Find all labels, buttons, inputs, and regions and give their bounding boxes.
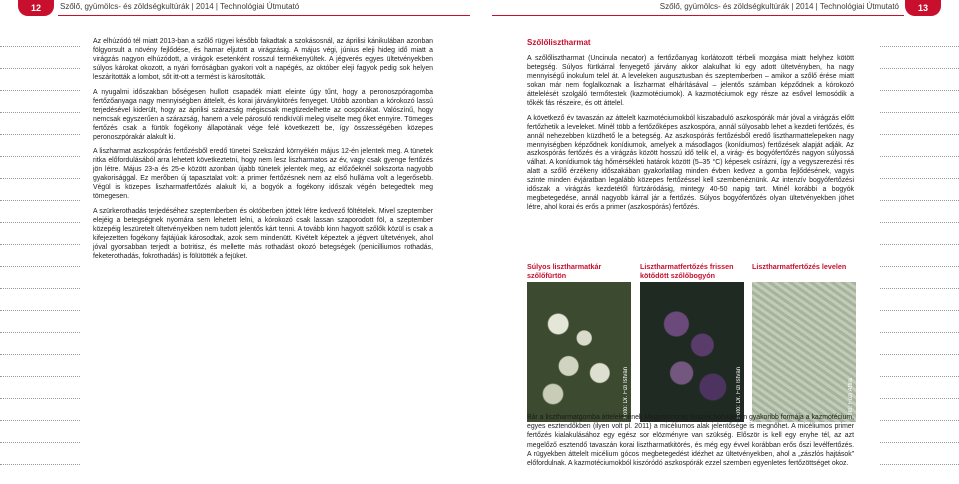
page-number-left: 12: [18, 0, 54, 16]
photo-credit: Fotó: Füzi Attila: [848, 377, 854, 419]
photo-credit: Fotó: Dr. Fizi István: [623, 367, 629, 419]
photo-leaf: [752, 262, 856, 422]
running-title-left: Szőlő, gyümölcs- és zöldségkultúrák | 2014 | Technológiai Útmutató: [60, 2, 300, 11]
left-paragraph: A nyugalmi időszakban bőségesen hullott csapadék miatt eleinte úgy tűnt, hogy a peronoszpóragomba fertőzőanyaga nagy mennyiségben áttelelt, és korai járványkitörés fenyeget. Utóbb azonban a kórokozó lassú terjedésével kiderült, hogy az áprilisi szárazság mégiscsak megtizedelhette az oospórákat. Valószínű, hogy nemcsak egyszerűen a szárazság, hanem a vele párosuló rendkívüli meleg viselte meg őket ennyire. Tömeges fertőzés csak a fürtök fogékony állapotának vége felé következett be, így összességében közepes peronoszpórakár alakult ki.: [93, 88, 433, 141]
section-heading: Szőlőlisztharmat: [527, 38, 591, 47]
left-paragraph: A liszharmat aszkospórás fertőzésből eredő tünetei Szekszárd környékén május 12-én jelentek meg. A tünetek ritka előfordulásából arra lehetett következtetni, hogy nem lesz liszharmatos az év, vagy csak gyenge fertőzés jön létre. Május 23-a és 25-e között azonban újabb tünetek jelentek meg, az előzőeknél sokszorta nagyobb gyakorisággal. Ez merőben új tapasztalat volt: a primer fertőzésnek nem az első hulláma volt a legerősebb. Végül is közepes liszharmatfertőzés alakult ki, a bogyók a fogékony időszak végén betegedtek meg tömegesen.: [93, 148, 433, 201]
photo-image: [752, 282, 856, 422]
right-paragraph: A szőlőlisztharmat (Uncinula necator) a fertőzőanyag korlátozott térbeli mozgása miatt helyhez kötött betegség. Súlyos fürtkárral fenyegető járvány akkor alakulhat ki egy adott ültetvényben, ha nagy mennyiségű inokulum telel át. A leveleken augusztusban és szeptemberben – amikor a szőlő érése miatt sokan már nem foglalkoznak a liszharmat elhárításával – jelentős számban képződnek a kórokozó áttelelését szolgáló termőtestek (kazmotéciumok). A kazmotéciumok egy része az esővel lemosódik a tőkék fás részeire, és ott áttelel.: [527, 54, 854, 107]
photo-caption: Lisztharmatfertőzés levelen: [752, 262, 847, 271]
left-column-text: [93, 38, 433, 268]
right-paragraph: A következő év tavaszán az áttelelt kazmotéciumokból kiszabaduló aszkospórák már jóval a virágzás előtt fertőzhetik a leveleket. Minél több a fertőzőképes aszkospóra, annál súlyosabb lehet a kezdeti fertőzés, és annál nehezebben küzdhető le a betegség. Az aszkospórás fertőzésből eredő lisztharmattelepeken nagy mennyiségben képződnek konídiumok, amelyek a másodlagos (konídiumos) fertőzések alapját adják. Az aszkospórás fertőzés és a virágzás között hosszú idő telik el, a virág- és bogyófertőzés nagyon súlyossá válhat. A konídiumok tág hőmérsékleti határok között (5–35 °C) képesek csírázni, így a vegyszerezési rés alatt a szőlő érzékeny időszakában gyakorlatilag minden évben kedvez a gomba fejlődésének, vagyis szinte minden évjáratban legalább közepes fertőzéssel kell szembenéznünk. Az intenzív bogyófertőzési időszak a virágzás kezdetétől fürtzáródásig, mintegy 40-50 napig tart. Minél korábbi a bogyók megbetegedése, annál nagyobb kárral jár a fertőzés. Súlyos bogyófertőzés olyan ültetvényekben jöhet létre, ahol korai és erős a primer (aszkospórás) fertőzés.: [527, 114, 854, 212]
running-title-right: Szőlő, gyümölcs- és zöldségkultúrák | 2014 | Technológiai Útmutató: [659, 2, 899, 11]
right-column-text: [527, 39, 854, 219]
photo-caption: Lisztharmatfertőzés frissen kötődött szőlőbogyón: [640, 262, 734, 280]
photo-credit: Fotó: Dr. Fizi István: [736, 367, 742, 419]
header-rule-left: [58, 15, 470, 16]
below-photos-text: Bár a lisztharmatgomba áttelelésének Magyarország összes borvidékén gyakoribb formája a kazmotécium, egyes esztendőkben (ilyen volt pl. 2011) a micéliumos alak jelentősége is megnőhet. A micéliumos primer fertőzés kialakulásához egy egész sor elözményre van szükség. Először is kell egy enyhe tél, az azt megelőző esztendő tavaszán korai lisztharmatkitörés, és még egy évvel korábban erős őszi levélfertőzés. A rügyekben áttelelt micélium gócos megbetegedést idézhet az ültetvényekben, ahol a „zászlós hajtások” előfordulnak. A kazmotéciumokból kiszóródó aszkospórák ezzel szemben egyenletes fertőzöttséget okoz.: [527, 414, 854, 468]
header-rule-right: [492, 15, 904, 16]
photo-caption: Súlyos lisztharmatkár szőlőfürtön: [527, 262, 602, 280]
left-paragraph: A szürkerothadás terjedéséhez szeptemberben és októberben jöttek létre kedvező föltételek. Mivel szeptember elejéig a betegségnek nyomára sem lehetett lelni, a kórokozó csak lassan szaporodott föl, a szeptember közepéig leszüretelt ültetvényekben nem tudott jelentős kárt tenni. A tovább kinn hagyott szőlők közül is csak a kifejezetten fogékony fajtájúak károsodtak, azok sem mindenütt. Kivételt képeztek a jégvert ültetvények, ahol jóval gyorsabban terjedt a botritisz, és mellette más rothadást okozó betegségek (penicilliumos rothadás, feketerothadás, fokrothadás) is fölütötték a fejüket.: [93, 208, 433, 260]
photo-image: [640, 282, 744, 422]
photo-grape-cluster: [527, 262, 631, 422]
photo-image: [527, 282, 631, 422]
photo-young-berry: [640, 262, 744, 422]
page-number-right: 13: [905, 0, 941, 16]
left-paragraph: Az elhúzódó tél miatt 2013-ban a szőlő rügyei később fakadtak a szokásosnál, az áprilisi kánikulában azonban fölgyorsult a növény fejlődése, és hamar eljutott a virágzásig. A május végi, június eleji hideg idő miatt a virágzás nagyon elhúzódott, a virágok esetenként rosszul termékenyültek. A jégverés egyes ültetvényekben súlyos károkat okozott, a nyári forróságban gyakori volt a napégés, az október eleji fagyok pedig sok helyen leszárították a lombot, sőt itt-ott a termést is károsították.: [93, 38, 433, 81]
